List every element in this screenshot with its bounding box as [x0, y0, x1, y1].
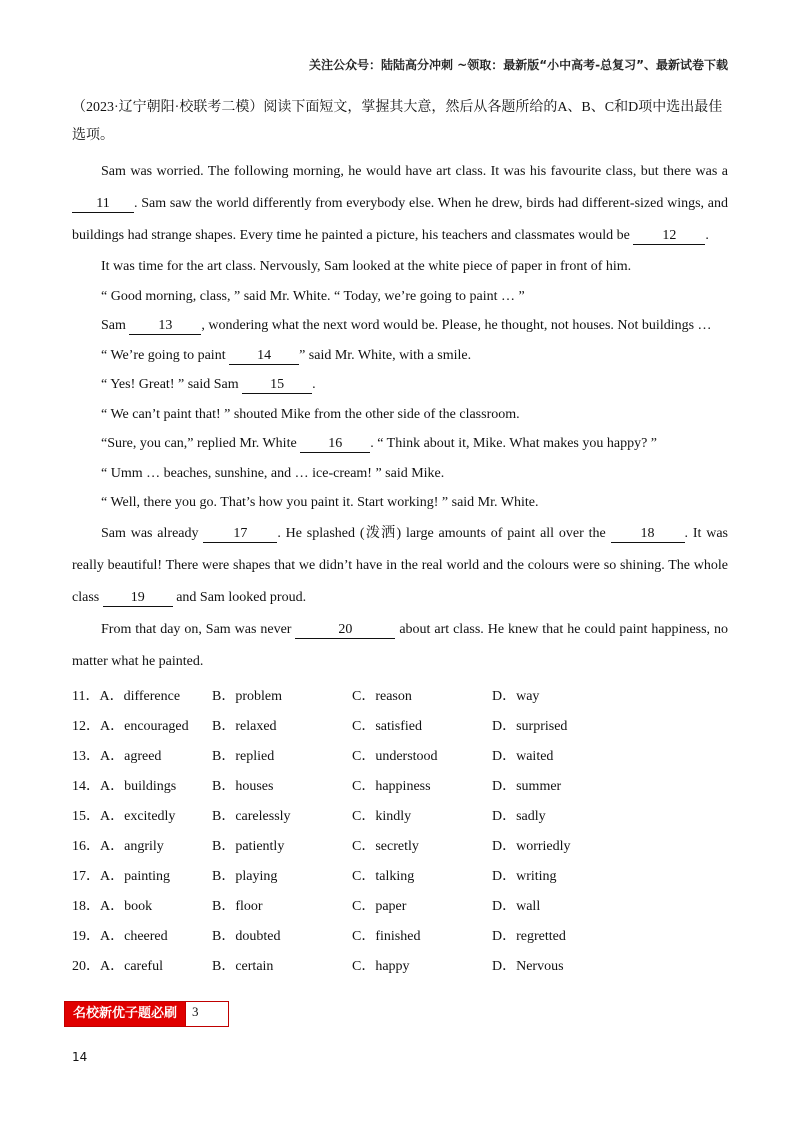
passage-paragraph: “ Well, there you go. That’s how you paint it. Start working! ” said Mr. White. [101, 495, 539, 510]
option-b: B．floor [212, 898, 263, 914]
option-d: D．regretted [492, 928, 566, 944]
option-c: C．reason [352, 688, 412, 704]
option-d: D．surprised [492, 718, 568, 734]
option-b: B．playing [212, 868, 278, 884]
option-a: 12．A．encouraged [72, 718, 189, 734]
passage-paragraph: It was time for the art class. Nervously, Sam looked at the white piece of paper in front of him. [101, 259, 632, 274]
badge-number: 3 [185, 1002, 228, 1026]
option-c: C．understood [352, 748, 438, 764]
option-c: C．finished [352, 928, 421, 944]
option-c: C．kindly [352, 808, 412, 824]
option-row [72, 890, 728, 920]
page-header: 关注公众号：陆陆高分冲刺 ~领取：最新版“小中高考-总复习”、最新试卷下载 [309, 58, 728, 72]
option-b: B．carelessly [212, 808, 291, 824]
blank-17: 17 [203, 526, 277, 543]
option-d: D．writing [492, 868, 557, 884]
blank-16: 16 [300, 436, 370, 453]
option-c: C．happy [352, 958, 410, 974]
option-a: 19．A．cheered [72, 928, 168, 944]
option-a: 14．A．buildings [72, 778, 177, 794]
blank-15: 15 [242, 377, 312, 394]
option-row [72, 860, 728, 890]
question-intro: （2023·辽宁朝阳·校联考二模）阅读下面短文，掌握其大意，然后从各题所给的A、B、C和D项中选出最佳选项。 [72, 100, 723, 143]
document-body [72, 94, 728, 980]
option-c: C．paper [352, 898, 407, 914]
option-b: B．houses [212, 778, 274, 794]
passage-paragraph: “ Good morning, class, ” said Mr. White. “ Today, we’re going to paint … ” [101, 288, 525, 304]
passage-paragraph: Sam was worried. The following morning, he would have art class. It was his favourite class, but there was a 11 . Sam saw the world differently from everybody else. When he drew, birds had different-sized wings, and buildings had strange shapes. Every time he painted a picture, his teachers and classmates would be 12 . [72, 164, 728, 243]
option-b: B．replied [212, 748, 275, 764]
option-a: 17．A．painting [72, 868, 170, 884]
option-d: D．way [492, 688, 540, 704]
passage-paragraph: From that day on, Sam was never 20 about art class. He knew that he could paint happiness, no matter what he painted. [72, 621, 728, 669]
option-row [72, 770, 728, 800]
option-b: B．problem [212, 688, 282, 704]
option-row [72, 680, 728, 710]
option-d: D．worriedly [492, 838, 571, 854]
passage-paragraph: “ Umm … beaches, sunshine, and … ice-cream! ” said Mike. [101, 465, 445, 481]
passage [72, 156, 728, 678]
option-row [72, 740, 728, 770]
blank-18: 18 [611, 526, 685, 543]
option-a: 20．A．careful [72, 958, 163, 974]
option-b: B．patiently [212, 838, 285, 854]
option-a: 15．A．excitedly [72, 808, 176, 824]
passage-paragraph: Sam 13 , wondering what the next word would be. Please, he thought, not houses. Not buildings … [101, 318, 712, 333]
blank-13: 13 [129, 318, 201, 335]
blank-14: 14 [229, 348, 299, 365]
blank-12: 12 [633, 228, 705, 245]
option-a: 18．A．book [72, 898, 153, 914]
option-a: 16．A．angrily [72, 838, 164, 854]
passage-paragraph: “Sure, you can,” replied Mr. White 16 . “ Think about it, Mike. What makes you happy? ” [101, 436, 657, 451]
option-c: C．talking [352, 868, 415, 884]
blank-11: 11 [72, 196, 134, 213]
option-row [72, 830, 728, 860]
option-d: D．sadly [492, 808, 546, 824]
option-b: B．certain [212, 958, 274, 974]
passage-paragraph: Sam was already 17 . He splashed (泼洒) large amounts of paint all over the 18 . It was really beautiful! There were shapes that we didn’t have in the real world and the colours were so shining. The whole class 19 and Sam looked proud. [72, 525, 728, 605]
option-row [72, 800, 728, 830]
option-a: 13．A．agreed [72, 748, 162, 764]
page-number: 14 [72, 1050, 88, 1064]
option-row [72, 920, 728, 950]
badge-label: 名校新优子题必刷 [65, 1002, 185, 1026]
option-b: B．doubted [212, 928, 281, 944]
option-c: C．secretly [352, 838, 419, 854]
option-d: D．wall [492, 898, 541, 914]
passage-paragraph: “ We can’t paint that! ” shouted Mike from the other side of the classroom. [101, 406, 520, 422]
passage-paragraph: “ We’re going to paint 14 ” said Mr. White, with a smile. [101, 347, 472, 363]
blank-20: 20 [295, 622, 395, 639]
blank-19: 19 [103, 590, 173, 607]
option-d: D．Nervous [492, 958, 564, 974]
option-d: D．summer [492, 778, 562, 794]
passage-paragraph: “ Yes! Great! ” said Sam 15 . [101, 377, 316, 392]
option-c: C．satisfied [352, 718, 422, 734]
option-a: 11．A．difference [72, 688, 181, 704]
option-d: D．waited [492, 748, 554, 764]
option-row [72, 710, 728, 740]
option-b: B．relaxed [212, 718, 277, 734]
answer-options [72, 680, 728, 980]
option-c: C．happiness [352, 778, 431, 794]
option-row [72, 950, 728, 980]
section-badge [64, 1001, 229, 1027]
